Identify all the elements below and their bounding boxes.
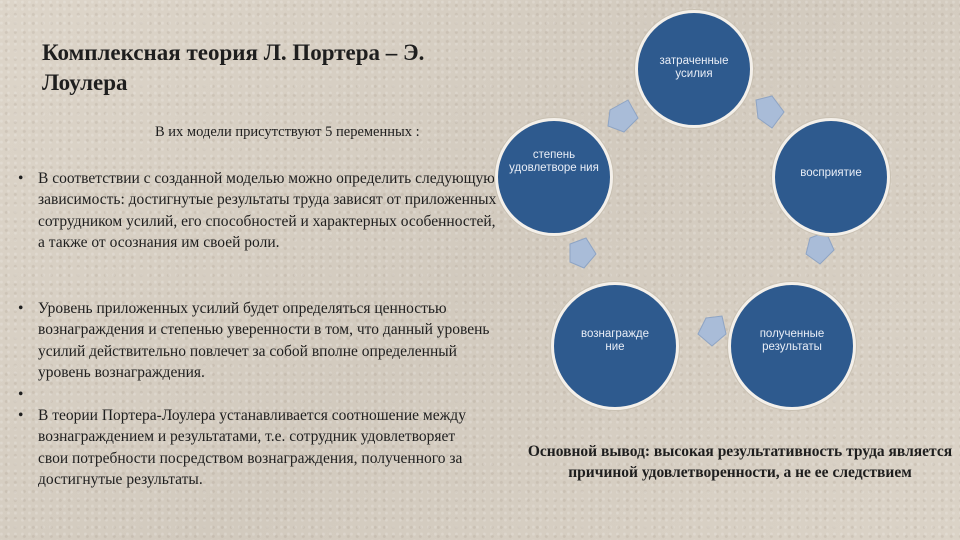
arrow-right-to-bottomright	[806, 232, 834, 264]
main-conclusion: Основной вывод: высокая результативность труда является причиной удовлетворенности, а не ее следствием	[527, 443, 953, 481]
arrow-bottomleft-to-left	[570, 238, 596, 268]
arrow-bottomright-to-bottomleft	[698, 316, 726, 346]
arrow-left-to-top	[608, 100, 638, 132]
cycle-node-effort: затраченные усилия	[635, 10, 753, 128]
slide-title: Комплексная теория Л. Портера – Э. Лоулера	[42, 40, 425, 95]
cycle-node-results: полученные результаты	[728, 282, 856, 410]
cycle-node-satisfaction: степень удовлетворе ния	[495, 118, 613, 236]
bullet-item-1: • В соответствии с созданной моделью можно определить следующую зависимость: достигнутые результаты труда зависят от приложенных сотрудником усилий, его способностей и характерных особенностей, а также от осознания им своей роли.	[18, 168, 503, 254]
cycle-node-reward: вознагражде ние	[551, 282, 679, 410]
cycle-node-perception: восприятие	[772, 118, 890, 236]
arrow-top-to-right	[756, 96, 784, 128]
bullet-item-2: • Уровень приложенных усилий будет определяться ценностью вознаграждения и степенью уверенности в том, что данный уровень усилий действительно повлечет за собой вполне определенный уровень вознаграждения.	[18, 298, 503, 384]
bullet-item-3: • В теории Портера-Лоулера устанавливается соотношение между вознаграждением и результатами, т.е. сотрудник удовлетворяет свои потребности посредством вознаграждения, полученного за достигнутые результаты.	[18, 405, 483, 491]
slide-subtitle: В их модели присутствуют 5 переменных :	[155, 124, 420, 140]
